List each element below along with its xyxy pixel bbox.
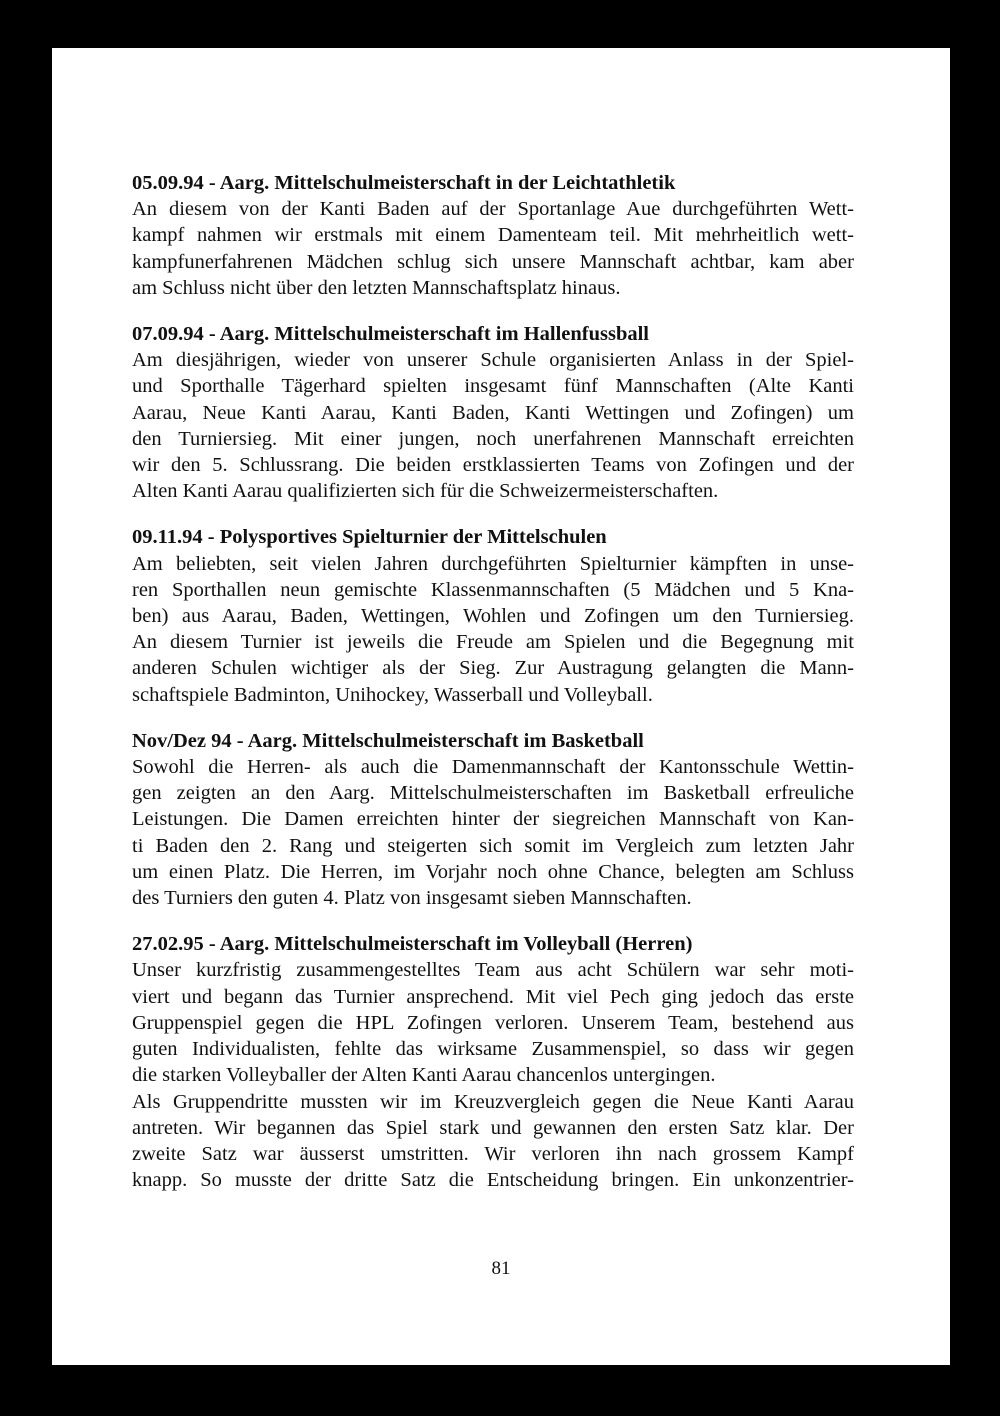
section-spielturnier: [132, 524, 854, 707]
section-heading: 07.09.94 - Aarg. Mittelschulmeisterschaft im Hallenfussball: [132, 323, 650, 346]
body-line: schaftspiele Badminton, Unihockey, Wasserball und Volleyball.: [132, 683, 653, 706]
body-line: ren Sporthallen neun gemischte Klassenmannschaften (5 Mädchen und 5 Kna-: [132, 578, 854, 601]
body-line: antreten. Wir begannen das Spiel stark und gewannen den ersten Satz klar. Der: [132, 1116, 854, 1139]
section-basketball: [132, 728, 854, 911]
section-heading: 09.11.94 - Polysportives Spielturnier der Mittelschulen: [132, 526, 607, 549]
body-line: des Turniers den guten 4. Platz von insgesamt sieben Mannschaften.: [132, 887, 692, 910]
page-number: 81: [491, 1258, 511, 1279]
section-heading: 27.02.95 - Aarg. Mittelschulmeisterschaft im Volleyball (Herren): [132, 933, 693, 956]
body-line: Unser kurzfristig zusammengestelltes Team aus acht Schülern war sehr moti-: [132, 959, 854, 982]
body-line: und Sporthalle Tägerhard spielten insgesamt fünf Mannschaften (Alte Kanti: [132, 375, 854, 398]
body-line: Gruppenspiel gegen die HPL Zofingen verloren. Unserem Team, bestehend aus: [132, 1011, 854, 1034]
body-line: um einen Platz. Die Herren, im Vorjahr noch ohne Chance, belegten am Schluss: [132, 860, 854, 883]
body-line: zweite Satz war äusserst umstritten. Wir verloren ihn nach grossem Kampf: [132, 1142, 854, 1165]
body-line: An diesem Turnier ist jeweils die Freude am Spielen und die Begegnung mit: [132, 631, 854, 654]
section-heading: Nov/Dez 94 - Aarg. Mittelschulmeisterschaft im Basketball: [132, 729, 644, 752]
body-line: Am diesjährigen, wieder von unserer Schule organisierten Anlass in der Spiel-: [132, 349, 854, 372]
body-line: Am beliebten, seit vielen Jahren durchgeführten Spielturnier kämpften in unse-: [132, 552, 854, 575]
body-line: kampf nahmen wir erstmals mit einem Damenteam teil. Mit mehrheitlich wett-: [132, 224, 854, 247]
body-line: ben) aus Aarau, Baden, Wettingen, Wohlen und Zofingen um den Turniersieg.: [132, 605, 854, 628]
body-line: An diesem von der Kanti Baden auf der Sportanlage Aue durchgeführten Wett-: [132, 198, 854, 221]
document-page: [52, 48, 950, 1365]
body-line: den Turniersieg. Mit einer jungen, noch unerfahrenen Mannschaft erreichten: [132, 427, 854, 450]
body-line: Als Gruppendritte mussten wir im Kreuzvergleich gegen die Neue Kanti Aarau: [132, 1090, 854, 1113]
body-line: kampfunerfahrenen Mädchen schlug sich unsere Mannschaft achtbar, kam aber: [132, 250, 854, 273]
page-content: [132, 170, 854, 1213]
body-line: knapp. So musste der dritte Satz die Entscheidung bringen. Ein unkonzentrier-: [132, 1169, 854, 1192]
body-line: Sowohl die Herren- als auch die Damenmannschaft der Kantonsschule Wettin-: [132, 756, 854, 779]
body-line: guten Individualisten, fehlte das wirksame Zusammenspiel, so dass wir gegen: [132, 1038, 854, 1061]
body-line: wir den 5. Schlussrang. Die beiden erstklassierten Teams von Zofingen und der: [132, 454, 854, 477]
body-line: die starken Volleyballer der Alten Kanti Aarau chancenlos untergingen.: [132, 1064, 716, 1087]
body-line: anderen Schulen wichtiger als der Sieg. Zur Austragung gelangten die Mann-: [132, 657, 854, 680]
body-line: am Schluss nicht über den letzten Mannschaftsplatz hinaus.: [132, 276, 621, 299]
section-volleyball: [132, 931, 854, 1193]
section-leichtathletik: [132, 170, 854, 301]
body-line: Aarau, Neue Kanti Aarau, Kanti Baden, Kanti Wettingen und Zofingen) um: [132, 401, 854, 424]
section-heading: 05.09.94 - Aarg. Mittelschulmeisterschaft in der Leichtathletik: [132, 172, 676, 194]
body-line: gen zeigten an den Aarg. Mittelschulmeisterschaften im Basketball erfreuliche: [132, 782, 854, 805]
body-line: viert und begann das Turnier ansprechend. Mit viel Pech ging jedoch das erste: [132, 985, 854, 1008]
section-hallenfussball: [132, 321, 854, 504]
body-line: Leistungen. Die Damen erreichten hinter der siegreichen Mannschaft von Kan-: [132, 808, 854, 831]
body-line: ti Baden den 2. Rang und steigerten sich somit im Vergleich zum letzten Jahr: [132, 834, 854, 857]
body-line: Alten Kanti Aarau qualifizierten sich für die Schweizermeisterschaften.: [132, 480, 719, 503]
